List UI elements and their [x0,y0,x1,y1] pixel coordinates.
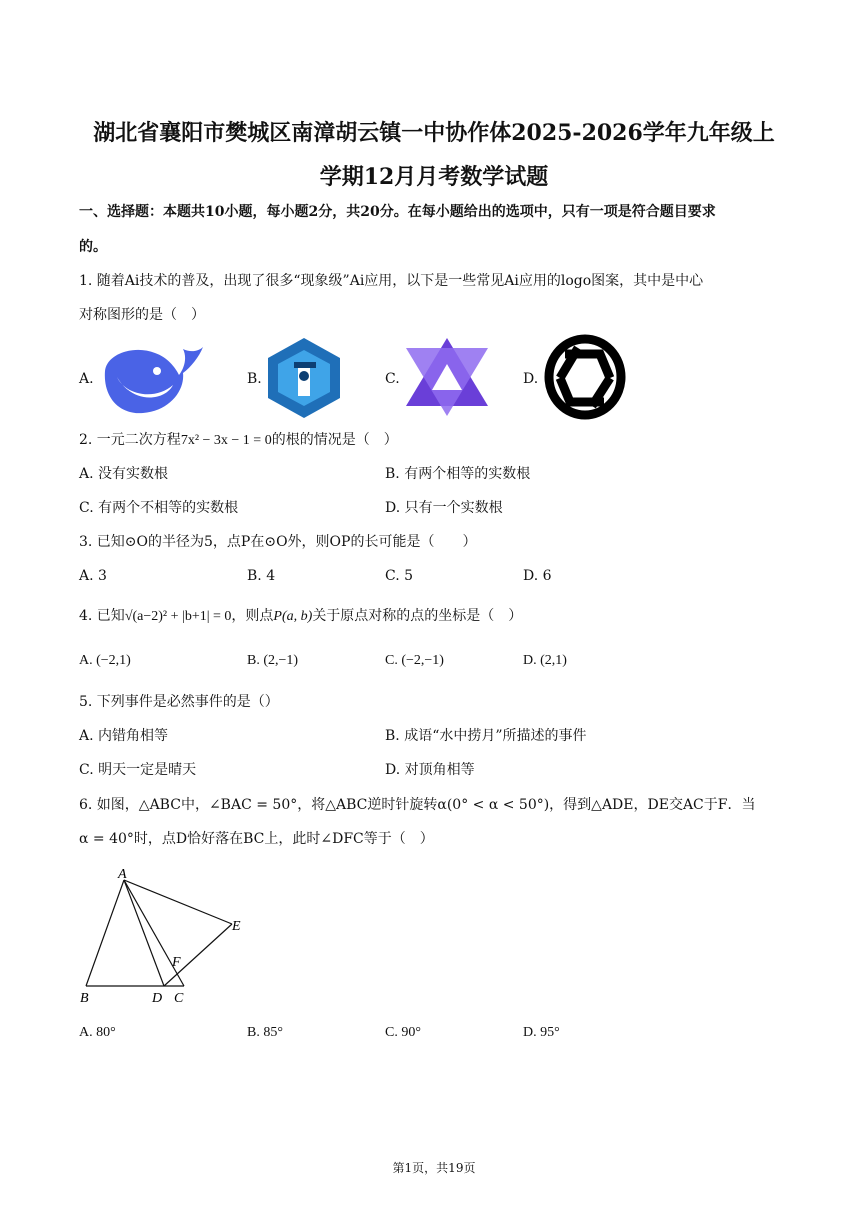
q6-stem-line-2: α = 40°时，点D恰好落在BC上，此时∠DFC等于（ ） [79,831,434,847]
q6-option-d: D. 95° [523,1025,560,1040]
q4-stem-pre: 4. 已知 [79,608,125,624]
q1-option-c: C. [385,371,400,387]
label-e: E [232,919,241,934]
q1-stem-line-2: 对称图形的是（ ） [79,307,205,323]
q6-option-a: A. 80° [79,1025,116,1040]
knot-logo-icon [540,334,630,420]
label-f: F [172,955,181,970]
q2-option-b: B. 有两个相等的实数根 [385,466,531,482]
q5-option-d: D. 对顶角相等 [385,762,475,778]
q2-stem-post: 的根的情况是（ ） [271,432,398,448]
title-line-2: 学期12月月考数学试题 [319,164,549,190]
q1-option-d: D. [523,371,539,387]
q5-option-b: B. 成语“水中捞月”所描述的事件 [385,728,587,744]
q4-option-a: A. (−2,1) [79,653,131,668]
segment-ae [124,880,232,924]
q3-stem: 3. 已知⊙O的半径为5，点P在⊙O外，则OP的长可能是（ ） [79,534,477,550]
q3-option-a: A. 3 [79,568,107,584]
q6-stem-line-1: 6. 如图，△ABC中，∠BAC = 50°，将△ABC逆时针旋转α(0° < α < 50°)，得到△ADE，DE交AC于F．当 [79,797,756,813]
q4-stem-mid: ，则点 [231,608,274,624]
section-heading-line-2: 的。 [79,239,107,255]
q4-stem-post: 关于原点对称的点的坐标是（ ） [312,608,523,624]
q4-option-b: B. (2,−1) [247,653,299,668]
q1-option-b: B. [247,371,262,387]
q1-stem-line-1: 1. 随着Ai技术的普及，出现了很多“现象级”Ai应用，以下是一些常见Ai应用的logo图案，其中是中心 [79,273,704,289]
q4-point: P(a, b) [273,609,313,624]
segment-ac [124,880,184,986]
page-footer: 第1页，共19页 [392,1161,476,1175]
triangle-star-logo-icon [402,334,492,420]
q2-option-c: C. 有两个不相等的实数根 [79,500,239,516]
hexagon-logo-icon [264,336,344,420]
q4-expression: √(a−2)² + |b+1| = 0 [124,609,232,624]
q5-option-c: C. 明天一定是晴天 [79,762,197,778]
triangle-figure [76,862,256,1008]
q4-stem [79,607,522,626]
q2-equation: 7x² − 3x − 1 = 0 [180,433,272,448]
q1-option-a: A. [79,371,94,387]
whale-logo-icon [95,341,203,415]
q5-stem: 5. 下列事件是必然事件的是（） [79,694,279,710]
section-heading-line-1: 一、选择题：本题共10小题，每小题2分，共20分。在每小题给出的选项中，只有一项是符合题目要求 [79,204,716,220]
q3-option-c: C. 5 [385,568,414,584]
q2-stem-pre: 2. 一元二次方程 [79,432,181,448]
segment-ab [86,880,124,986]
segment-ad [124,880,164,986]
label-d: D [152,991,163,1006]
title-line-1: 湖北省襄阳市樊城区南漳胡云镇一中协作体2025-2026学年九年级上 [93,120,775,146]
q2-stem [79,431,398,450]
q3-option-d: D. 6 [523,568,552,584]
label-c: C [174,991,184,1006]
label-a: A [118,867,127,882]
q4-option-d: D. (2,1) [523,653,567,668]
q2-option-a: A. 没有实数根 [79,466,169,482]
q6-option-b: B. 85° [247,1025,283,1040]
q3-option-b: B. 4 [247,568,276,584]
q6-option-c: C. 90° [385,1025,421,1040]
q5-option-a: A. 内错角相等 [79,728,169,744]
q4-option-c: C. (−2,−1) [385,653,444,668]
q2-option-d: D. 只有一个实数根 [385,500,503,516]
label-b: B [80,991,89,1006]
